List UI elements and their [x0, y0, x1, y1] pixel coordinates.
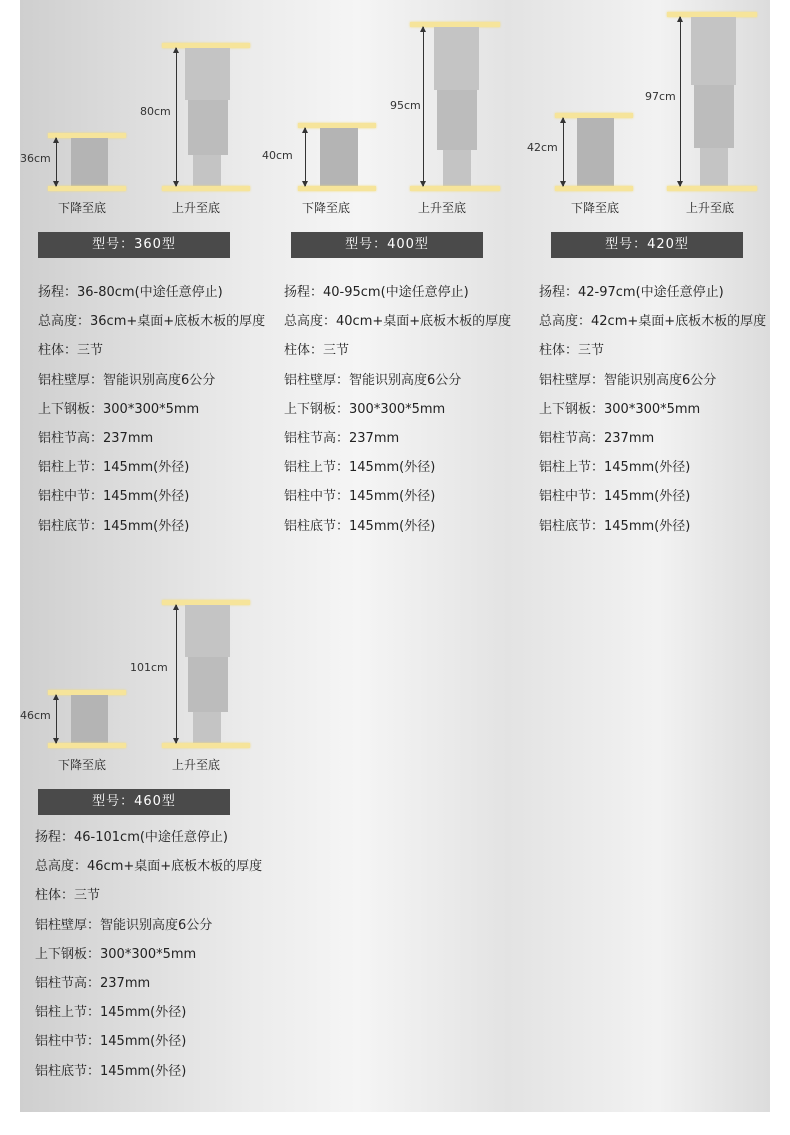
- column-lower: [193, 155, 221, 186]
- model-badge: 型号：360型: [38, 232, 230, 258]
- spec-column-sections: 柱体：三节: [284, 343, 350, 359]
- spec-steel-plates: 上下钢板：300*300*5mm: [539, 401, 701, 417]
- spec-upper-section: 铝柱上节：145mm(外径): [539, 460, 691, 476]
- spec-steel-plates: 上下钢板：300*300*5mm: [284, 401, 446, 417]
- min-height-label: 40cm: [262, 149, 293, 162]
- column-lowered: [320, 128, 358, 186]
- height-diagram: [0, 557, 250, 777]
- spec-total-height: 总高度：42cm+桌面+底板木板的厚度: [539, 314, 767, 330]
- arrowhead-up-icon: [173, 47, 179, 53]
- spec-steel-plates: 上下钢板：300*300*5mm: [35, 946, 197, 962]
- max-height-arrow: [176, 605, 177, 743]
- lowered-caption: 下降至底: [302, 201, 351, 215]
- spec-total-height: 总高度：36cm+桌面+底板木板的厚度: [38, 314, 266, 330]
- max-height-label: 80cm: [140, 105, 171, 118]
- max-height-arrow: [423, 27, 424, 186]
- column-upper: [185, 48, 230, 100]
- spec-wall-thickness: 铝柱壁厚：智能识别高度6公分: [539, 372, 717, 388]
- lowered-caption: 下降至底: [571, 201, 620, 215]
- max-height-label: 101cm: [130, 661, 168, 674]
- spec-column-sections: 柱体：三节: [35, 888, 101, 904]
- arrowhead-up-icon: [53, 694, 59, 700]
- base-plate: [48, 186, 126, 191]
- model-card-460: [0, 557, 280, 1097]
- column-middle: [188, 100, 228, 155]
- min-height-arrow: [563, 118, 564, 186]
- spec-middle-section: 铝柱中节：145mm(外径): [284, 489, 436, 505]
- spec-upper-section: 铝柱上节：145mm(外径): [284, 460, 436, 476]
- spec-middle-section: 铝柱中节：145mm(外径): [38, 489, 190, 505]
- arrowhead-up-icon: [53, 137, 59, 143]
- arrowhead-up-icon: [420, 26, 426, 32]
- column-upper: [691, 17, 736, 85]
- max-height-arrow: [176, 48, 177, 186]
- model-badge: 型号：460型: [38, 789, 230, 815]
- arrowhead-up-icon: [677, 16, 683, 22]
- column-middle: [694, 85, 734, 148]
- spec-section-height: 铝柱节高：237mm: [539, 430, 655, 446]
- spec-lift-range: 扬程：46-101cm(中途任意停止): [35, 830, 229, 845]
- spec-wall-thickness: 铝柱壁厚：智能识别高度6公分: [38, 372, 216, 388]
- model-card-360: [0, 0, 270, 545]
- spec-steel-plates: 上下钢板：300*300*5mm: [38, 401, 200, 417]
- max-height-label: 95cm: [390, 99, 421, 112]
- spec-middle-section: 铝柱中节：145mm(外径): [539, 489, 691, 505]
- spec-column-sections: 柱体：三节: [539, 343, 605, 359]
- column-lower: [700, 148, 728, 186]
- column-lower: [193, 712, 221, 743]
- model-card-400: [250, 0, 520, 545]
- lowered-caption: 下降至底: [58, 201, 107, 215]
- arrowhead-up-icon: [560, 117, 566, 123]
- column-lowered: [71, 138, 108, 186]
- model-badge: 型号：420型: [551, 232, 743, 258]
- min-height-label: 42cm: [527, 141, 558, 154]
- spec-list: [35, 828, 262, 1091]
- arrowhead-down-icon: [53, 738, 59, 744]
- spec-wall-thickness: 铝柱壁厚：智能识别高度6公分: [35, 917, 213, 933]
- spec-lift-range: 扬程：42-97cm(中途任意停止): [539, 285, 724, 300]
- spec-bottom-section: 铝柱底节：145mm(外径): [35, 1063, 187, 1079]
- arrowhead-down-icon: [173, 738, 179, 744]
- arrowhead-down-icon: [173, 181, 179, 187]
- spec-middle-section: 铝柱中节：145mm(外径): [35, 1034, 187, 1050]
- height-diagram: [250, 0, 500, 220]
- spec-bottom-section: 铝柱底节：145mm(外径): [38, 518, 190, 534]
- spec-upper-section: 铝柱上节：145mm(外径): [35, 1005, 187, 1021]
- spec-section-height: 铝柱节高：237mm: [35, 975, 151, 991]
- min-height-label: 46cm: [20, 709, 51, 722]
- lowered-caption: 下降至底: [58, 758, 107, 772]
- raised-caption: 上升至底: [418, 201, 467, 215]
- column-middle: [437, 90, 477, 150]
- column-upper: [185, 605, 230, 657]
- spec-bottom-section: 铝柱底节：145mm(外径): [539, 518, 691, 534]
- max-height-arrow: [680, 17, 681, 186]
- column-upper: [434, 27, 479, 90]
- min-height-arrow: [56, 695, 57, 743]
- spec-total-height: 总高度：40cm+桌面+底板木板的厚度: [284, 314, 512, 330]
- max-height-label: 97cm: [645, 90, 676, 103]
- arrowhead-up-icon: [302, 127, 308, 133]
- arrowhead-down-icon: [420, 181, 426, 187]
- column-lowered: [71, 695, 108, 743]
- min-height-label: 36cm: [20, 152, 51, 165]
- column-middle: [188, 657, 228, 712]
- spec-section-height: 铝柱节高：237mm: [38, 430, 154, 446]
- spec-section-height: 铝柱节高：237mm: [284, 430, 400, 446]
- column-lower: [443, 150, 471, 186]
- spec-list: [539, 283, 766, 546]
- spec-upper-section: 铝柱上节：145mm(外径): [38, 460, 190, 476]
- raised-caption: 上升至底: [686, 201, 735, 215]
- height-diagram: [505, 0, 755, 220]
- spec-lift-range: 扬程：40-95cm(中途任意停止): [284, 285, 469, 300]
- base-plate: [298, 186, 376, 191]
- column-lowered: [577, 118, 614, 186]
- spec-list: [38, 283, 265, 546]
- min-height-arrow: [305, 128, 306, 186]
- model-card-420: [505, 0, 780, 545]
- arrowhead-down-icon: [302, 181, 308, 187]
- base-plate: [48, 743, 126, 748]
- spec-lift-range: 扬程：36-80cm(中途任意停止): [38, 285, 223, 300]
- spec-column-sections: 柱体：三节: [38, 343, 104, 359]
- model-badge: 型号：400型: [291, 232, 483, 258]
- min-height-arrow: [56, 138, 57, 186]
- height-diagram: [0, 0, 250, 220]
- base-plate: [555, 186, 633, 191]
- spec-wall-thickness: 铝柱壁厚：智能识别高度6公分: [284, 372, 462, 388]
- spec-total-height: 总高度：46cm+桌面+底板木板的厚度: [35, 859, 263, 875]
- arrowhead-down-icon: [677, 181, 683, 187]
- spec-list: [284, 283, 511, 546]
- spec-bottom-section: 铝柱底节：145mm(外径): [284, 518, 436, 534]
- raised-caption: 上升至底: [172, 201, 221, 215]
- raised-caption: 上升至底: [172, 758, 221, 772]
- arrowhead-up-icon: [173, 604, 179, 610]
- arrowhead-down-icon: [560, 181, 566, 187]
- arrowhead-down-icon: [53, 181, 59, 187]
